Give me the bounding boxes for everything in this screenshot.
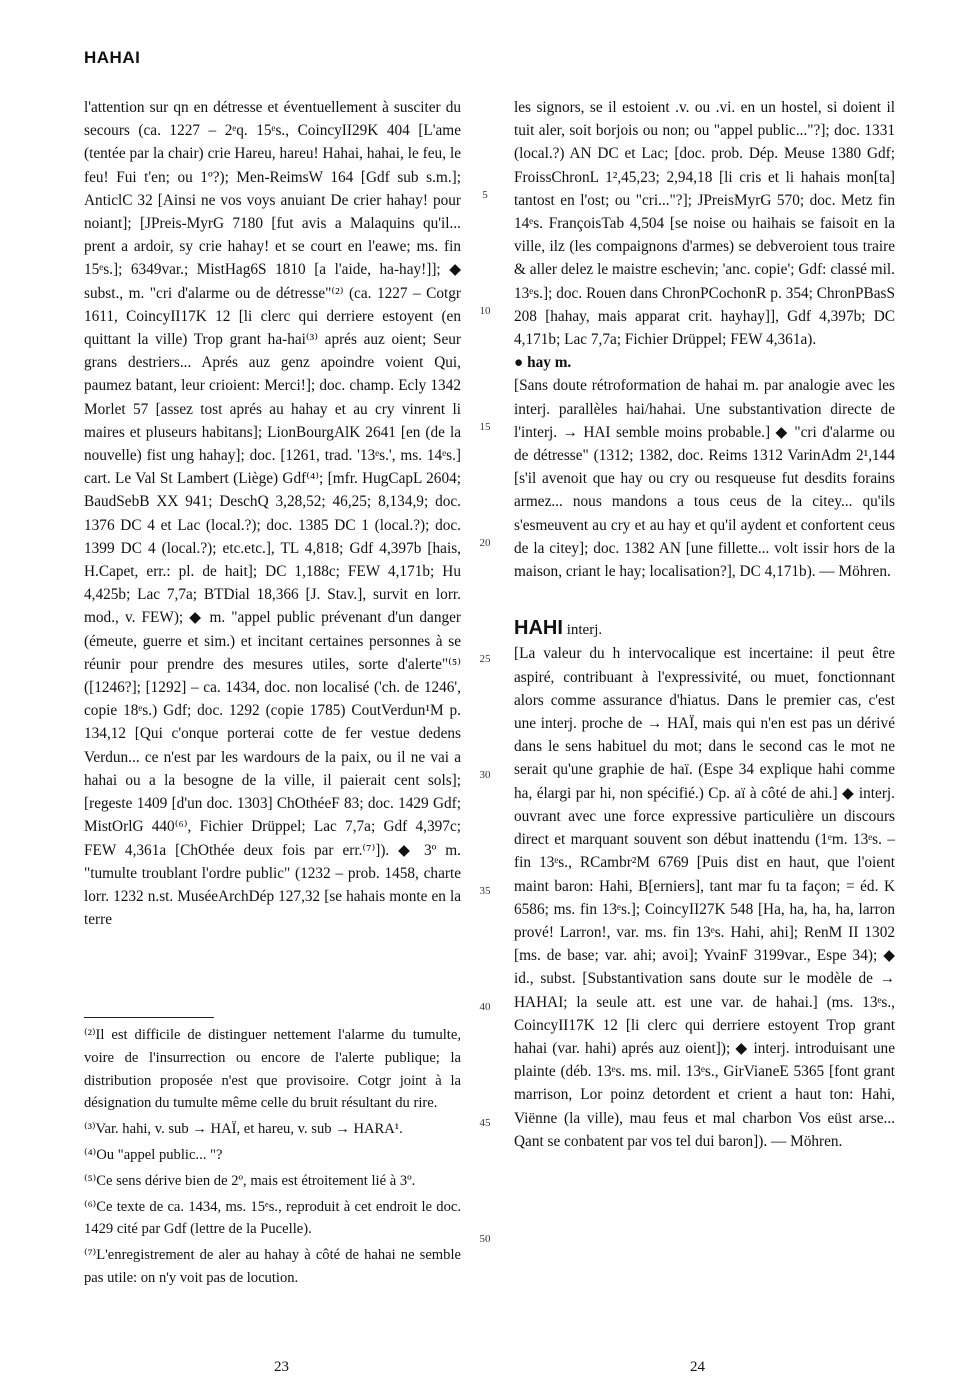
line-number: 50 <box>479 1233 491 1245</box>
page-number-right: 24 <box>690 1359 705 1375</box>
footnote-3: ⁽³⁾Var. hahi, v. sub → HAÏ, et hareu, v. sub → HARA¹. <box>84 1121 403 1138</box>
footnote-2: ⁽²⁾Il est difficile de distinguer nettement l'alarme du tumulte, voire de l'insurrection ou encore de l'alerte publique; la distribution proposée n'est que provisoire. Cotgr joint à la désignation du tumulte même celle du bruit résultant du rire. <box>84 1027 461 1112</box>
right-column <box>514 96 895 1153</box>
line-number: 45 <box>479 1117 491 1129</box>
hahi-headword: HAHI <box>514 617 563 640</box>
hahi-entry-heading <box>514 617 895 642</box>
hahai-entry-text: l'attention sur qn en détresse et éventuellement à susciter du secours (ca. 1227 – 2ᵉq. 15ᵉs., CoincyII29K 404 [L'ame (tentée par la chair) crie Hareu, hareu! Hahai, hahai, le feu, le feu! Fui t'en; ou 1º?); Men-ReimsW 164 [Gdf sub s.m.]; AnticlC 32 [Ainsi ne vos voys anuiant De crier hahay! pour noiant]; [JPreis-MyrG 7180 [fut avis a Malaquins qu'il... prent a ardoir, sy crie hahay! et se court en l'eawe; ms. fin 15ᵉs.]; 6349var.; MistHag6S 1810 [a l'aide, ha-hay!]]; ◆ subst., m. "cri d'alarme ou de détresse"⁽²⁾ (ca. 1227 – Cotgr 1611, CoincyII17K 12 [li clerc qui derriere estoyent (en quittant la ville) Trop grant ha-hai⁽³⁾ aprés auz oient; Seur grans destriers... Aprés auz genz apoindre voient Qui, paumez batant, leur crioient: Merci!]; doc. champ. Ecly 1342 Morlet 57 [assez tost aprés au hahay et au cry vinrent li maires et pluseurs habitans]; LionBourgAlK 2641 [en (de la nouvelle) fist ung hahay]; doc. [1261, trad. '13ᵉs.', ms. 14ᵉs.] cart. Le Val St Lambert (Liège) Gdf⁽⁴⁾; [mfr. HugCapL 2604; BaudSebB XX 941; DeschQ 3,28,52; 46,25; 8,134,9; doc. 1376 DC 4 et Lac (local.?); doc. 1385 DC 1 (local.?); doc. 1399 DC 4 (local.?); etc.etc.], TL 4,818; Gdf 4,397b [hais, H.Capet, err.: pl. de hait]; DC 1,188c; FEW 4,171b; Hu 4,425b; Lac 7,7a; BTDial 18,366 [J. Stav.], survit en lorr. mod., v. FEW); ◆ m. "appel public prévenant d'un danger (émeute, guerre et sim.) et incitant certaines personnes à se réunir pour prendre des mesures utiles, sorte d'alerte"⁽⁵⁾ ([1246?]; [1292] – ca. 1434, doc. non localisé ('ch. de 1246', copie 18ᵉs.) Gdf; doc. 1292 (copie 1785) CoutVerdun¹M p. 134,12 [Qui c'onque porterai cotte de fer vestue dedens Verdun... ce n'est par les wardours de la paix, ou il ne vai a hahai ou a la besogne de la ville, il paierait cent sols]; [regeste 1409 [d'un doc. 1303] ChOthéeF 83; doc. 1429 Gdf; MistOrlG 440⁽⁶⁾, Fichier Drüppel; Lac 7,7a; Gdf 4,397c; FEW 4,361a [ChOthée deux fois par err.⁽⁷⁾]). ◆ 3º m. "tumulte troublant l'ordre public" (1232 – prob. 1458, charte lorr. 1232 n.st. MuséeArchDép 127,32 [se hahais monte en la terre <box>84 99 461 929</box>
footnote-5: ⁽⁵⁾Ce sens dérive bien de 2º, mais est étroitement lié à 3º. <box>84 1172 416 1189</box>
left-column <box>84 96 461 931</box>
footnotes <box>84 1024 461 1290</box>
line-number: 5 <box>482 189 488 201</box>
footnote-6: ⁽⁶⁾Ce texte de ca. 1434, ms. 15ᵉs., reproduit à cet endroit le doc. 1429 cité par Gdf (lettre de la Pucelle). <box>84 1198 461 1238</box>
line-number: 35 <box>479 885 491 897</box>
hay-subentry-text: [Sans doute rétroformation de hahai m. par analogie avec les interj. parallèles hai/hahai. Une substantivation directe de l'interj. → HAI semble moins probable.] ◆ "cri d'alarme ou de détresse" (1312; 1382, doc. Reims 1312 VarinAdm 2¹,144 [s'il avenoit que hay ou cry ou resqueuse fut desdits forains armez... nous mandons a tous ceus de la citey... qu'ils s'esmeuvent au cry et au hay et qu'il aydent et confortent ceus de la citey]; doc. 1382 AN [une fillette... volt issir hors de la maison, criant le hay; localisation?], DC 4,171b). — Möhren. <box>514 377 895 581</box>
line-number: 15 <box>479 421 491 433</box>
page-number-left: 23 <box>274 1359 289 1375</box>
line-number: 30 <box>479 769 491 781</box>
line-numbers <box>470 96 504 1336</box>
hahai-entry-continuation: les signors, se il estoient .v. ou .vi. en un hostel, si doient il tuit aler, soit borjois ou non; ou "appel public..."?]; doc. 1331 (local.?) AN DC et Lac; [doc. prob. Dép. Meuse 1380 Gdf; FroissChronL 1²,45,23; 2,94,18 [li cris et li hahais mon[ta] tantost en l'ost; ou "cri..."?]; JPreisMyrG 570; doc. Metz fin 14ᵉs. FrançoisTab 4,504 [se noise ou haihais se faisoit en la ville, ilz (les compaignons d'armes) se debveroient tous traire & aller delez le maistre eschevin; 'anc. copie'; Gdf: classé mil. 13ᵉs.]; doc. Rouen dans ChronPCochonR p. 354; ChronPBasS 208 [hahay, mais apparat crit. hayhay]], Gdf 4,397b; DC 4,171b; Lac 7,7a; Fichier Drüppel; FEW 4,361a). <box>514 99 895 349</box>
entry-spacer <box>514 583 895 617</box>
footnote-separator <box>84 1017 214 1018</box>
line-number: 10 <box>479 305 491 317</box>
hay-subentry-heading: ● hay m. <box>514 354 572 372</box>
line-number: 25 <box>479 653 491 665</box>
footnote-7: ⁽⁷⁾L'enregistrement de aler au hahay à côté de hahai ne semble pas utile: on n'y voit pas de locution. <box>84 1247 461 1286</box>
running-header: HAHAI <box>84 48 141 67</box>
hahi-entry-text: [La valeur du h intervocalique est incertaine: il peut être aspiré, contribuant à l'expressivité, ou muet, fonctionnant alors comme assurance d'hiatus. Dans le premier cas, c'est une interj. proche de → HAÏ, mais qui n'en est pas un dérivé dans le sens habituel du mot; dans le second cas le mot ne serait qu'une graphie de haï. (Espe 34 explique hahi comme ha, élargi par hi, non spécifié.) Cp. aï à côté de ahi.] ◆ interj. ouvrant avec une force expressive particulière un discours direct et marquant souvent son début inattendu (1ᵉm. 13ᵉs. – fin 13ᵉs., RCambr²M 6769 [Puis dist en haut, que l'oient maint baron: Hahi, B[erniers], tant mar fu ta façon; = éd. K 6586; ms. fin 13ᵉs.]; CoincyII27K 548 [Ha, ha, ha, ha, larron prové! Larron!, var. ms. fin 13ᵉs. Hahi, ahi]; RenM II 1302 [ms. de base; var. ahi; avoi]; YvainF 3199var., Espe 34); ◆ id., subst. [Substantivation sans doute sur le modèle de → HAHAI; la seule att. est une var. de hahai.] (ms. 13ᵉs., CoincyII17K 12 [li clerc qui derriere estoyent Trop grant hahai (var. hahi) aprés auz oient]); ◆ interj. introduisant une plainte (déb. 13ᵉs. ms. mil. 13ᵉs., GirVianeE 5365 [font grant marrison, Lor poinz detordent et crient a haut ton: Hahi, Viënne (la ville), mau feus et mal charbon Vos eüst arse... Qant se conbatent par vos tel dui baron]). — Möhren. <box>514 645 895 1150</box>
line-number: 20 <box>479 537 491 549</box>
line-number: 40 <box>479 1001 491 1013</box>
hahi-part-of-speech: interj. <box>566 622 603 639</box>
footnote-4: ⁽⁴⁾Ou "appel public... "? <box>84 1146 223 1163</box>
